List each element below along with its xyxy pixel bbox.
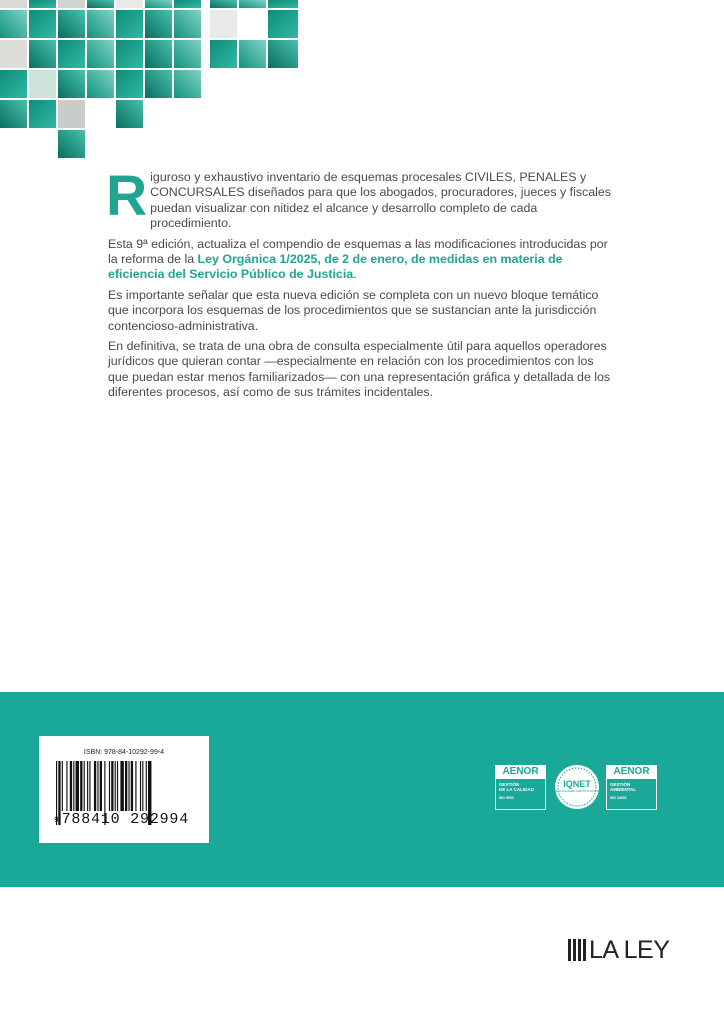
- aenor-brand: AENOR: [607, 766, 656, 779]
- barcode-bar: [100, 761, 102, 811]
- aenor-quality-certification-logo: [495, 765, 546, 810]
- description-paragraph-2: [108, 237, 616, 283]
- barcode-bar: [146, 761, 147, 811]
- iqnet-brand: IQNET: [563, 779, 591, 789]
- description-paragraph-4: En definitiva, se trata de una obra de consulta especialmente útil para aquellos operadores jurídicos que quieran contar —especialmente en relación con los procedimientos con los que puedan estar menos familiarizados— con una representación gráfica y detallada de los diferentes procesos, así como de sus trámites incidentales.: [108, 339, 611, 400]
- publisher-bars-icon: [568, 939, 586, 961]
- cert-label: [607, 779, 656, 801]
- cert-line-1: GESTIÓN: [610, 782, 631, 787]
- barcode-bar: [128, 761, 129, 811]
- barcode-bar: [140, 761, 141, 811]
- description-paragraph-3: Es importante señalar que esta nueva edición se completa con un nuevo bloque temático que incorpora los esquemas de los procedimientos que se sustancian ante la jurisdicción contencioso-administrativa.: [108, 287, 599, 333]
- cert-line-2: AMBIENTAL: [610, 787, 637, 792]
- paragraph-1-text: iguroso y exhaustivo inventario de esquemas procesales CIVILES, PENALES y CONCURSALES diseñados para que los abogados, procuradores, jueces y fiscales puedan visualizar con nitidez el alcance y desarrollo completo de cada procedimiento.: [150, 170, 611, 231]
- barcode-bar: [142, 761, 143, 811]
- barcode-bar: [62, 761, 63, 811]
- cert-line-1: GESTIÓN: [499, 782, 520, 787]
- barcode-bar: [120, 761, 123, 811]
- barcode-bar: [87, 761, 88, 811]
- barcode-digits: [54, 811, 204, 828]
- barcode-bar: [131, 761, 133, 811]
- cert-line-3: ISO 14001: [610, 796, 627, 800]
- barcode-bar: [117, 761, 118, 811]
- barcode-bar: [109, 761, 110, 811]
- barcode-bar: [97, 761, 98, 811]
- description-text: [106, 164, 616, 406]
- aenor-brand: AENOR: [496, 766, 545, 779]
- barcode-bar: [94, 761, 96, 811]
- barcode-bar: [84, 761, 85, 811]
- barcode-bar: [76, 761, 79, 811]
- barcode-bar: [135, 761, 136, 811]
- barcode-first-digit: 9: [54, 816, 60, 825]
- aenor-environmental-certification-logo: [606, 765, 657, 810]
- iqnet-subtitle: RECOGNIZED CERTIFICATION: [555, 789, 599, 793]
- paragraph-2-text-after: .: [353, 267, 357, 282]
- isbn-barcode: [39, 736, 209, 843]
- barcode-bar: [73, 761, 74, 811]
- decorative-tile-mosaic: [0, 0, 300, 165]
- cert-line-2: DE LA CALIDAD: [499, 787, 534, 792]
- publisher-name: LA LEY: [589, 935, 670, 964]
- cert-line-3: ISO 9001: [499, 796, 514, 800]
- drop-cap: R: [106, 164, 148, 228]
- barcode-bar: [70, 761, 72, 811]
- description-paragraph-1: [106, 164, 616, 232]
- barcode-bar: [66, 761, 67, 811]
- isbn-label: ISBN: 978-84-10292-99-4: [83, 749, 165, 756]
- barcode-digit-groups: 788410 292994: [61, 811, 190, 828]
- barcode-bar: [89, 761, 90, 811]
- law-reference-highlight: Ley Orgánica 1/2025, de 2 de enero, de medidas en materia de eficiencia del Servicio Público de Justicia: [108, 252, 563, 282]
- cert-label: [496, 779, 545, 801]
- paragraph-2-text-before: Esta 9ª edición, actualiza el compendio de esquemas a las modificaciones introducidas por la reforma de la: [108, 236, 608, 267]
- barcode-bar: [111, 761, 113, 811]
- iqnet-certification-logo: [555, 765, 599, 809]
- publisher-logo: [568, 936, 669, 964]
- barcode-bar: [115, 761, 116, 811]
- barcode-bar: [125, 761, 127, 811]
- barcode-bar: [80, 761, 82, 811]
